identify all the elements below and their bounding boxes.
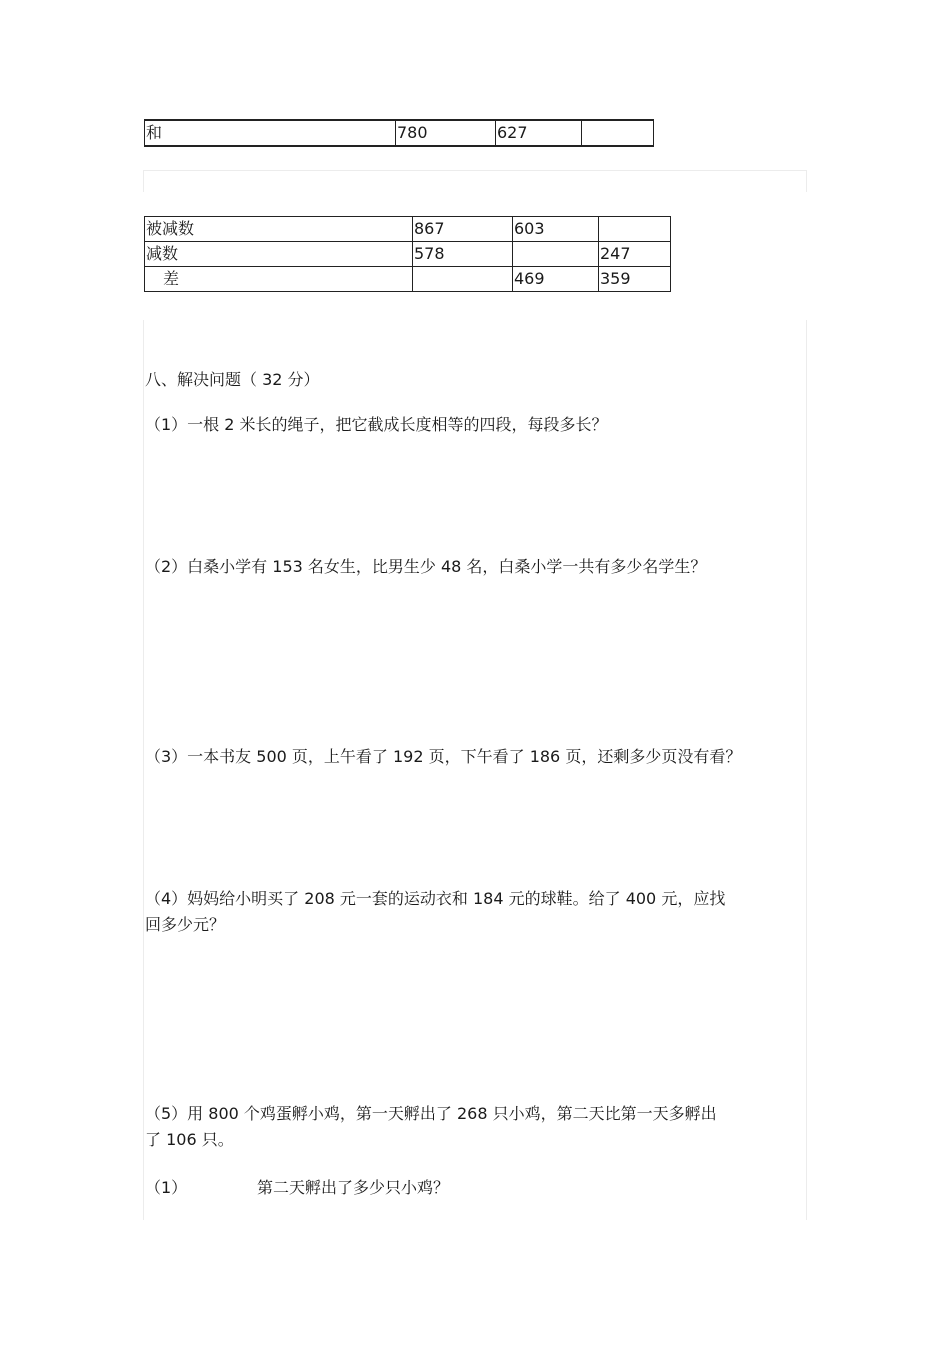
faint-rule-left-top [143,170,144,192]
section-title: 八、解决问题（ 32 分） [145,370,320,389]
question-5-line-2: 了 106 只。 [145,1130,234,1149]
question-4-line-1: （4）妈妈给小明买了 208 元一套的运动衣和 184 元的球鞋。给了 400 元，应找 [145,889,726,908]
table-cell: 469 [513,267,599,292]
table-cell: 578 [413,242,513,267]
question-2: （2）白桑小学有 153 名女生，比男生少 48 名，白桑小学一共有多少名学生？ [145,557,707,576]
table-row [145,267,671,292]
table-cell: 780 [396,120,496,146]
question-3: （3）一本书友 500 页，上午看了 192 页，下午看了 186 页，还剩多少页没有看？ [145,747,742,766]
table-cell [513,242,599,267]
table-cell: 247 [599,242,671,267]
question-5-subquestion-1 [145,1175,805,1201]
question-5-line-1: （5）用 800 个鸡蛋孵小鸡，第一天孵出了 268 只小鸡，第二天比第一天多孵出 [145,1104,717,1123]
table-cell: 867 [413,217,513,242]
table-cell: 减数 [145,242,413,267]
table-row [145,217,671,242]
table-row [145,242,671,267]
table-cell: 359 [599,267,671,292]
table-cell: 603 [513,217,599,242]
subtraction-table [144,216,671,292]
table-cell: 627 [496,120,582,146]
table-cell [413,267,513,292]
question-4-line-2: 回多少元？ [145,915,226,934]
table-cell [599,217,671,242]
faint-rule-right-top [806,170,807,192]
table-row [145,120,654,146]
faint-rule-right [806,320,807,1220]
subquestion-number: （1） [145,1178,188,1197]
table-cell: 被减数 [145,217,413,242]
subquestion-text: 第二天孵出了多少只小鸡？ [257,1178,450,1197]
table-cell: 差 [145,267,413,292]
faint-rule-left [143,320,144,1220]
table-cell [582,120,654,146]
question-1: （1）一根 2 米长的绳子，把它截成长度相等的四段，每段多长？ [145,415,608,434]
faint-rule-top [143,170,807,171]
sum-table [144,119,654,147]
table-cell: 和 [145,120,396,146]
